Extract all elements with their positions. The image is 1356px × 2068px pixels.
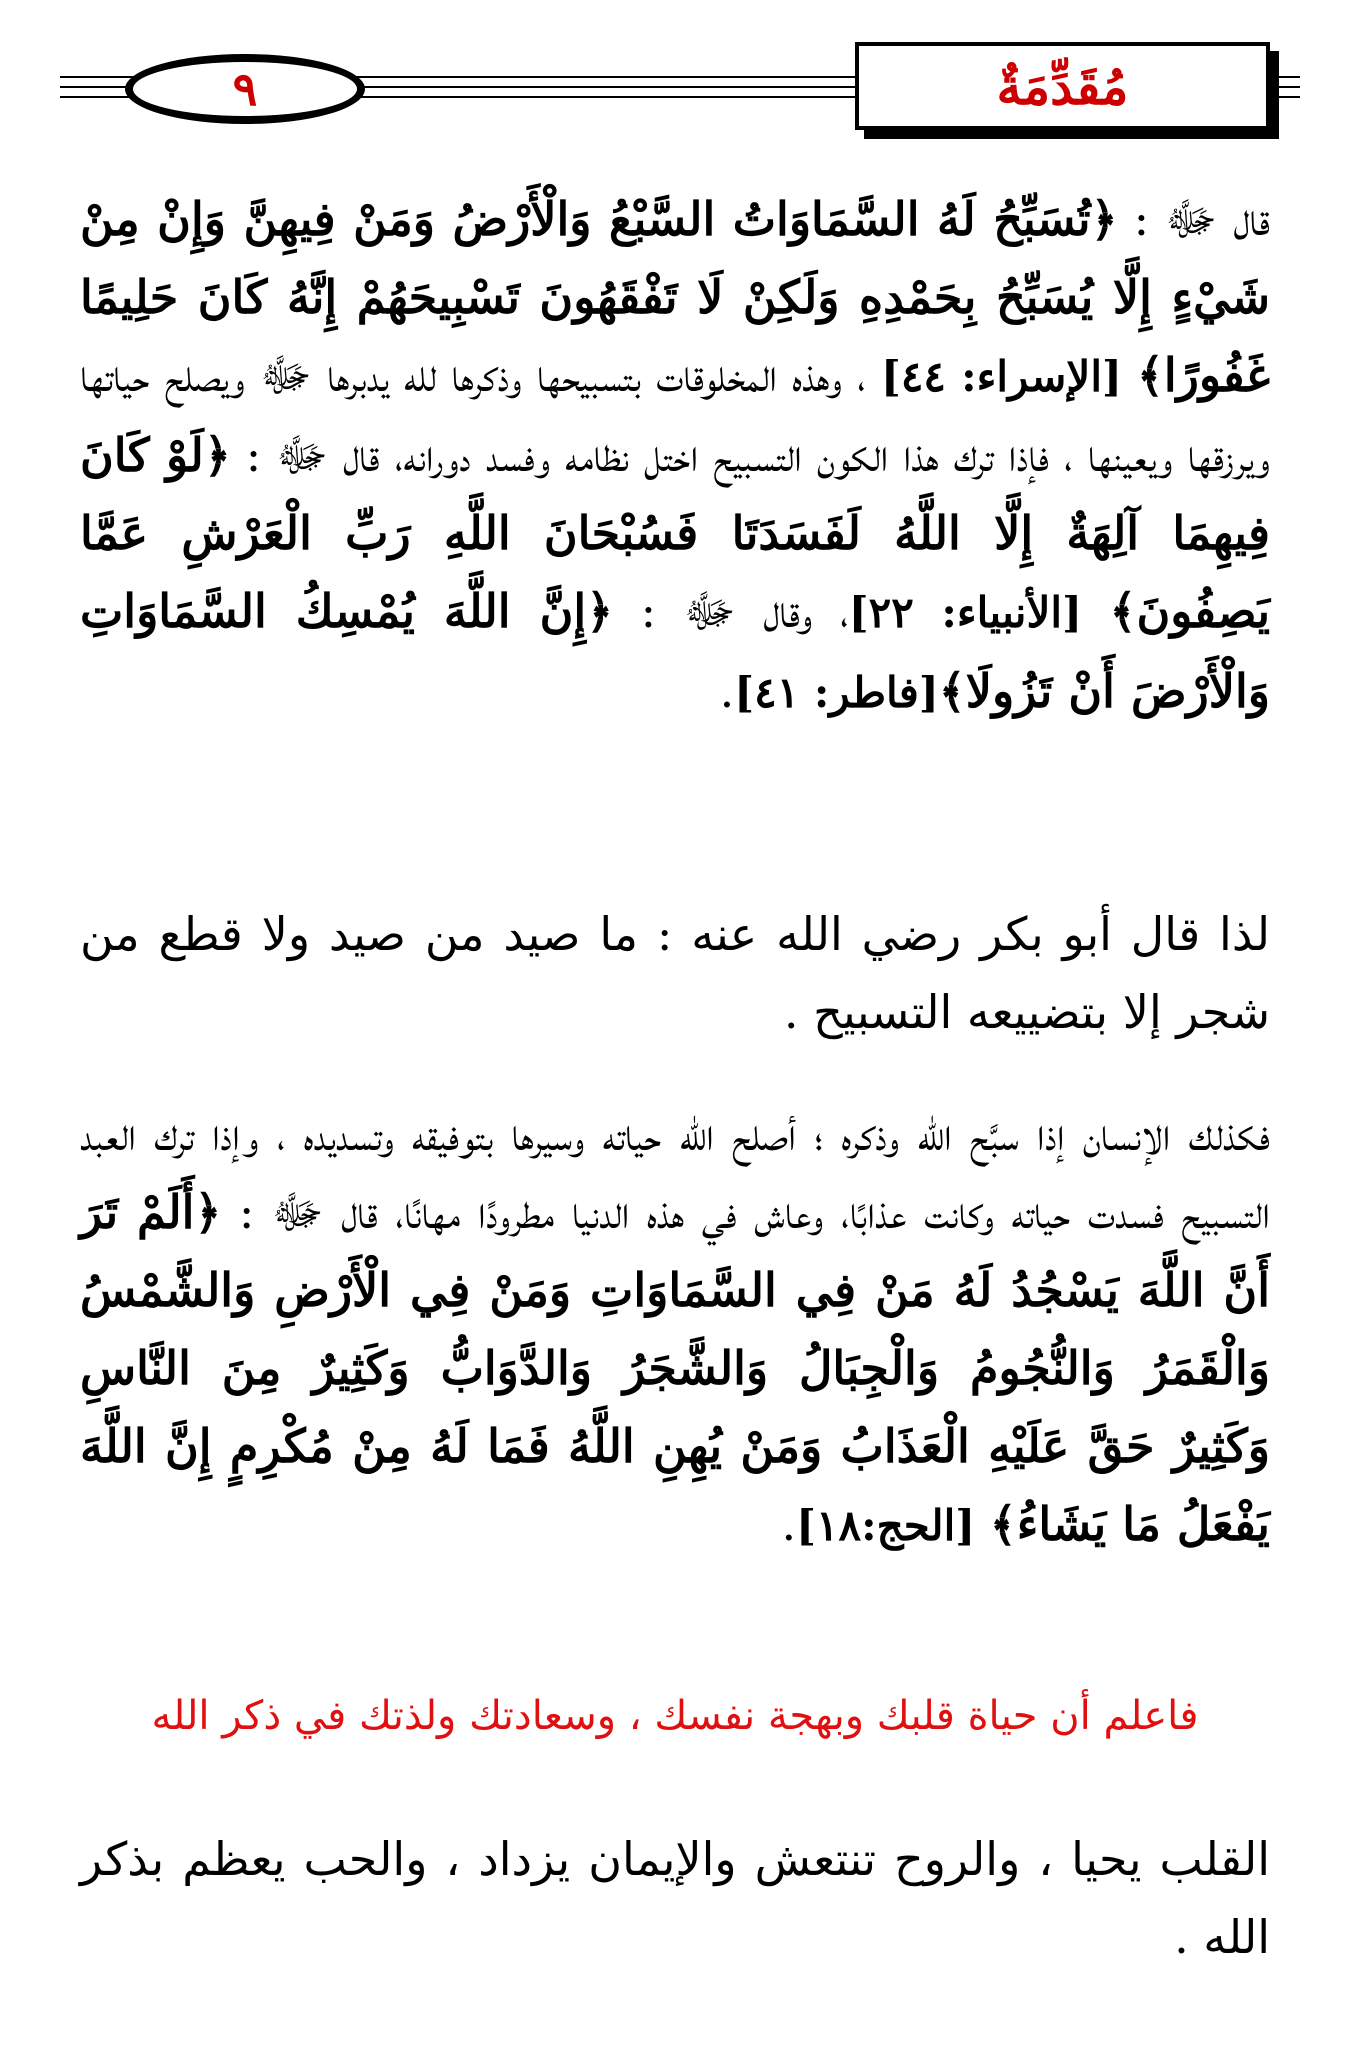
- paragraph-3: [80, 1095, 1270, 1565]
- paragraph-1: [80, 180, 1270, 732]
- quran-verse: ﴿لَوْ كَانَ فِيهِمَا آلِهَةٌ إِلَّا اللَّهُ لَفَسَدَتَا فَسُبْحَانَ اللَّهِ رَبِّ الْعَرْشِ عَمَّا يَصِفُونَ﴾: [80, 428, 1271, 638]
- paragraph-2-block: [80, 895, 1270, 1051]
- verse-reference: [الحج:١٨]: [796, 1501, 990, 1550]
- verse-reference: [الإسراء: ٤٤]: [880, 352, 1137, 401]
- paragraph-2: [80, 895, 1270, 1051]
- quran-verse: ﴿أَلَمْ تَرَ أَنَّ اللَّهَ يَسْجُدُ لَهُ مَنْ فِي السَّمَاوَاتِ وَمَنْ فِي الْأَرْضِ وَالشَّمْسُ وَالْقَمَرُ وَالنُّجُومُ وَالْجِبَالُ وَالشَّجَرُ وَالدَّوَابُّ وَكَثِيرٌ مِنَ النَّاسِ وَكَثِيرٌ حَقَّ عَلَيْهِ الْعَذَابُ وَمَنْ يُهِنِ اللَّهُ فَمَا لَهُ مِنْ مُكْرِمٍ إِنَّ اللَّهَ يَفْعَلُ مَا يَشَاءُ﴾: [80, 1185, 1270, 1551]
- highlight-block: [80, 1690, 1270, 1742]
- page-number: ٩: [125, 54, 365, 124]
- quran-verse: ﴿تُسَبِّحُ لَهُ السَّمَاوَاتُ السَّبْعُ وَالْأَرْضُ وَمَنْ فِيهِنَّ وَإِنْ مِنْ شَيْءٍ إِلَّا يُسَبِّحُ بِحَمْدِهِ وَلَكِنْ لَا تَفْقَهُونَ تَسْبِيحَهُمْ إِنَّهُ كَانَ حَلِيمًا غَفُورًا﴾: [80, 192, 1270, 402]
- paragraph-3-block: [80, 1095, 1270, 1565]
- text-segment: ، وهذه المخلوقات بتسبيحها وذكرها لله يدبرها ﷻ ويصلح حياتها ويرزقها ويعينها ، فإذا ترك هذا الكون التسبيح اختل نظامه وفسد دورانه، قال ﷻ :: [80, 348, 1270, 482]
- quran-verse: ﴿إِنَّ اللَّهَ يُمْسِكُ السَّمَاوَاتِ وَالْأَرْضَ أَنْ تَزُولَا﴾: [80, 584, 1270, 718]
- highlight-text: فاعلم أن حياة قلبك وبهجة نفسك ، وسعادتك ولذتك في ذكر الله: [151, 1693, 1199, 1739]
- chapter-title: مُقَدِّمَةٌ: [855, 42, 1270, 130]
- page-header: [60, 30, 1300, 150]
- verse-reference: [فاطر: ٤١]: [734, 668, 939, 717]
- text-segment: .: [781, 1497, 797, 1551]
- closing-block: [80, 1820, 1270, 1976]
- text-segment: ، وقال ﷻ :: [613, 584, 849, 638]
- text-segment: لذا قال أبو بكر رضي الله عنه : ما صيد من صيد ولا قطع من شجر إلا بتضييعه التسبيح .: [80, 907, 1270, 1039]
- text-segment: قال ﷻ :: [1117, 192, 1270, 246]
- closing-paragraph: القلب يحيا ، والروح تنتعش والإيمان يزداد ، والحب يعظم بذكر الله .: [80, 1832, 1270, 1964]
- verse-reference: [الأنبياء: ٢٢]: [848, 588, 1110, 637]
- main-text: [80, 180, 1270, 732]
- text-segment: .: [719, 664, 735, 718]
- text-segment: فكذلك الإنسان إذا سبَّح الله وذكره ؛ أصلح الله حياته وسيرها بتوفيقه وتسديده ، وإذا ترك العبد التسبيح فسدت حياته وكانت عذابًا، وعاش في هذه الدنيا مطرودًا مهانًا، قال ﷻ :: [80, 1107, 1270, 1239]
